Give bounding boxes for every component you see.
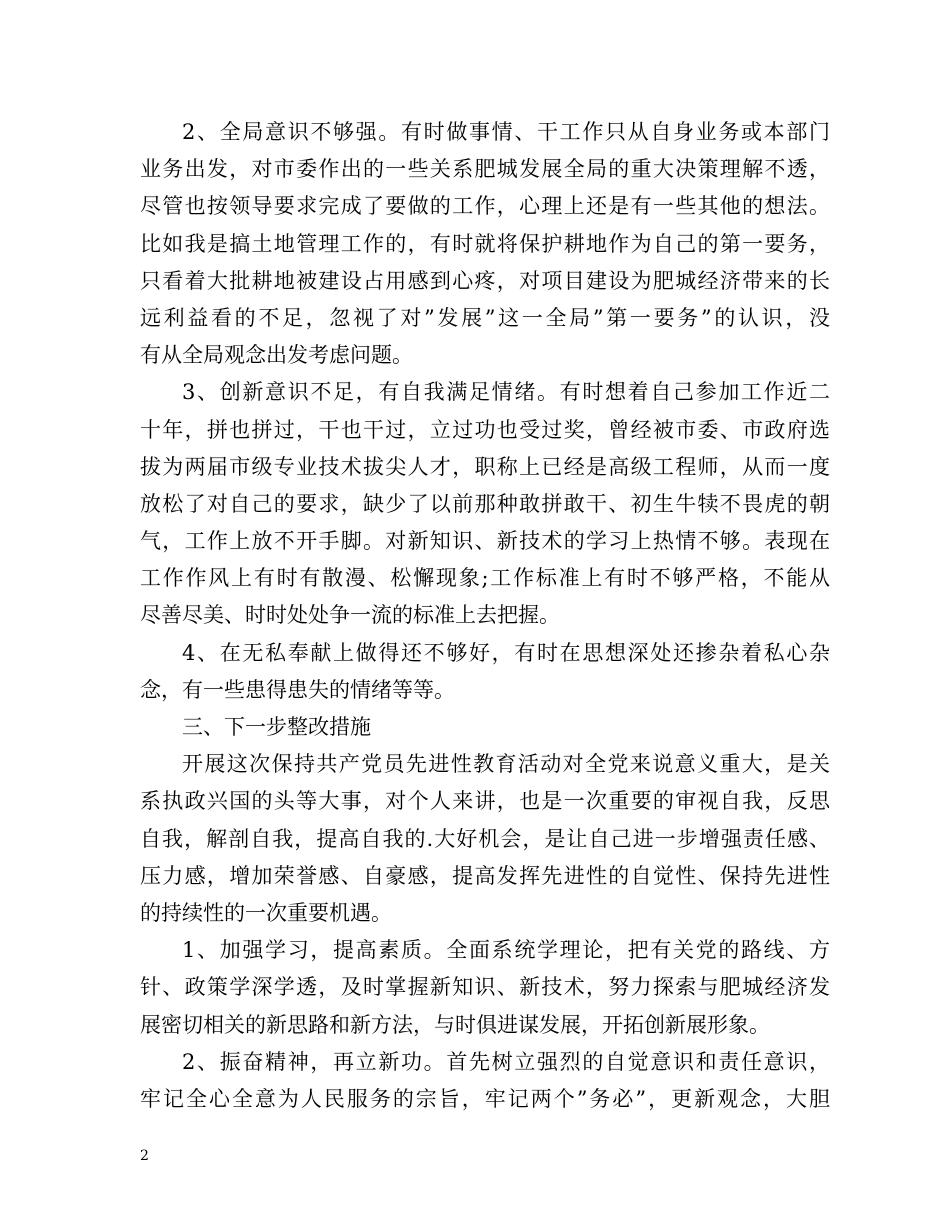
text-line: 2、全局意识不够强。有时做事情、干工作只从自身业务或本部门 [182, 120, 830, 144]
text-line: 2、振奋精神，再立新功。首先树立强烈的自觉意识和责任意识， [182, 1049, 830, 1074]
text-line: 4、在无私奉献上做得还不够好，有时在思想深处还掺杂着私心杂 [182, 640, 830, 665]
text-line: 念，有一些患得患失的情绪等等。 [140, 677, 455, 702]
text-line: 开展这次保持共产党员先进性教育活动对全党来说意义重大，是关 [182, 752, 830, 777]
text-line: 工作作风上有时有散漫、松懈现象;工作标准上有时不够严格，不能从 [140, 566, 830, 591]
text-line: 只看着大批耕地被建设占用感到心疼，对项目建设为肥城经济带来的长 [140, 268, 830, 293]
text-line: 针、政策学深学透，及时掌握新知识、新技术，努力探索与肥城经济发 [140, 975, 830, 1000]
text-line: 尽管也按领导要求完成了要做的工作，心理上还是有一些其他的想法。 [140, 194, 830, 219]
text-line: 业务出发，对市委作出的一些关系肥城发展全局的重大决策理解不透， [140, 157, 830, 182]
text-line: 有从全局观念出发考虑问题。 [140, 343, 413, 368]
page-number: 2 [140, 1148, 149, 1164]
text-line: 3、创新意识不足，有自我满足情绪。有时想着自己参加工作近二 [182, 380, 830, 405]
text-line: 压力感，增加荣誉感、自豪感，提高发挥先进性的自觉性、保持先进性 [140, 863, 830, 888]
text-line: 牢记全心全意为人民服务的宗旨，牢记两个”务必”，更新观念，大胆 [140, 1086, 830, 1111]
text-line: 放松了对自己的要求，缺少了以前那种敢拼敢干、初生牛犊不畏虎的朝 [140, 491, 830, 516]
text-line: 拔为两届市级专业技术拔尖人才，职称上已经是高级工程师，从而一度 [140, 454, 830, 479]
body-text [140, 114, 830, 1118]
text-line: 三、下一步整改措施 [182, 715, 371, 739]
text-line: 尽善尽美、时时处处争一流的标准上去把握。 [140, 603, 560, 628]
text-line: 的持续性的一次重要机遇。 [140, 900, 392, 925]
text-line: 自我，解剖自我，提高自我的.大好机会，是让自己进一步增强责任感、 [140, 826, 830, 851]
text-line: 系执政兴国的头等大事，对个人来讲，也是一次重要的审视自我，反思 [140, 789, 830, 814]
text-line: 展密切相关的新思路和新方法，与时俱进谋发展，开拓创新展形象。 [140, 1012, 770, 1037]
text-line: 十年，拼也拼过，干也干过，立过功也受过奖，曾经被市委、市政府选 [140, 417, 830, 442]
text-line: 远利益看的不足，忽视了对”发展”这一全局”第一要务”的认识，没 [140, 305, 830, 330]
text-line: 1、加强学习，提高素质。全面系统学理论，把有关党的路线、方 [182, 938, 830, 963]
text-line: 比如我是搞土地管理工作的，有时就将保护耕地作为自己的第一要务， [140, 231, 830, 256]
text-line: 气，工作上放不开手脚。对新知识、新技术的学习上热情不够。表现在 [140, 529, 830, 554]
